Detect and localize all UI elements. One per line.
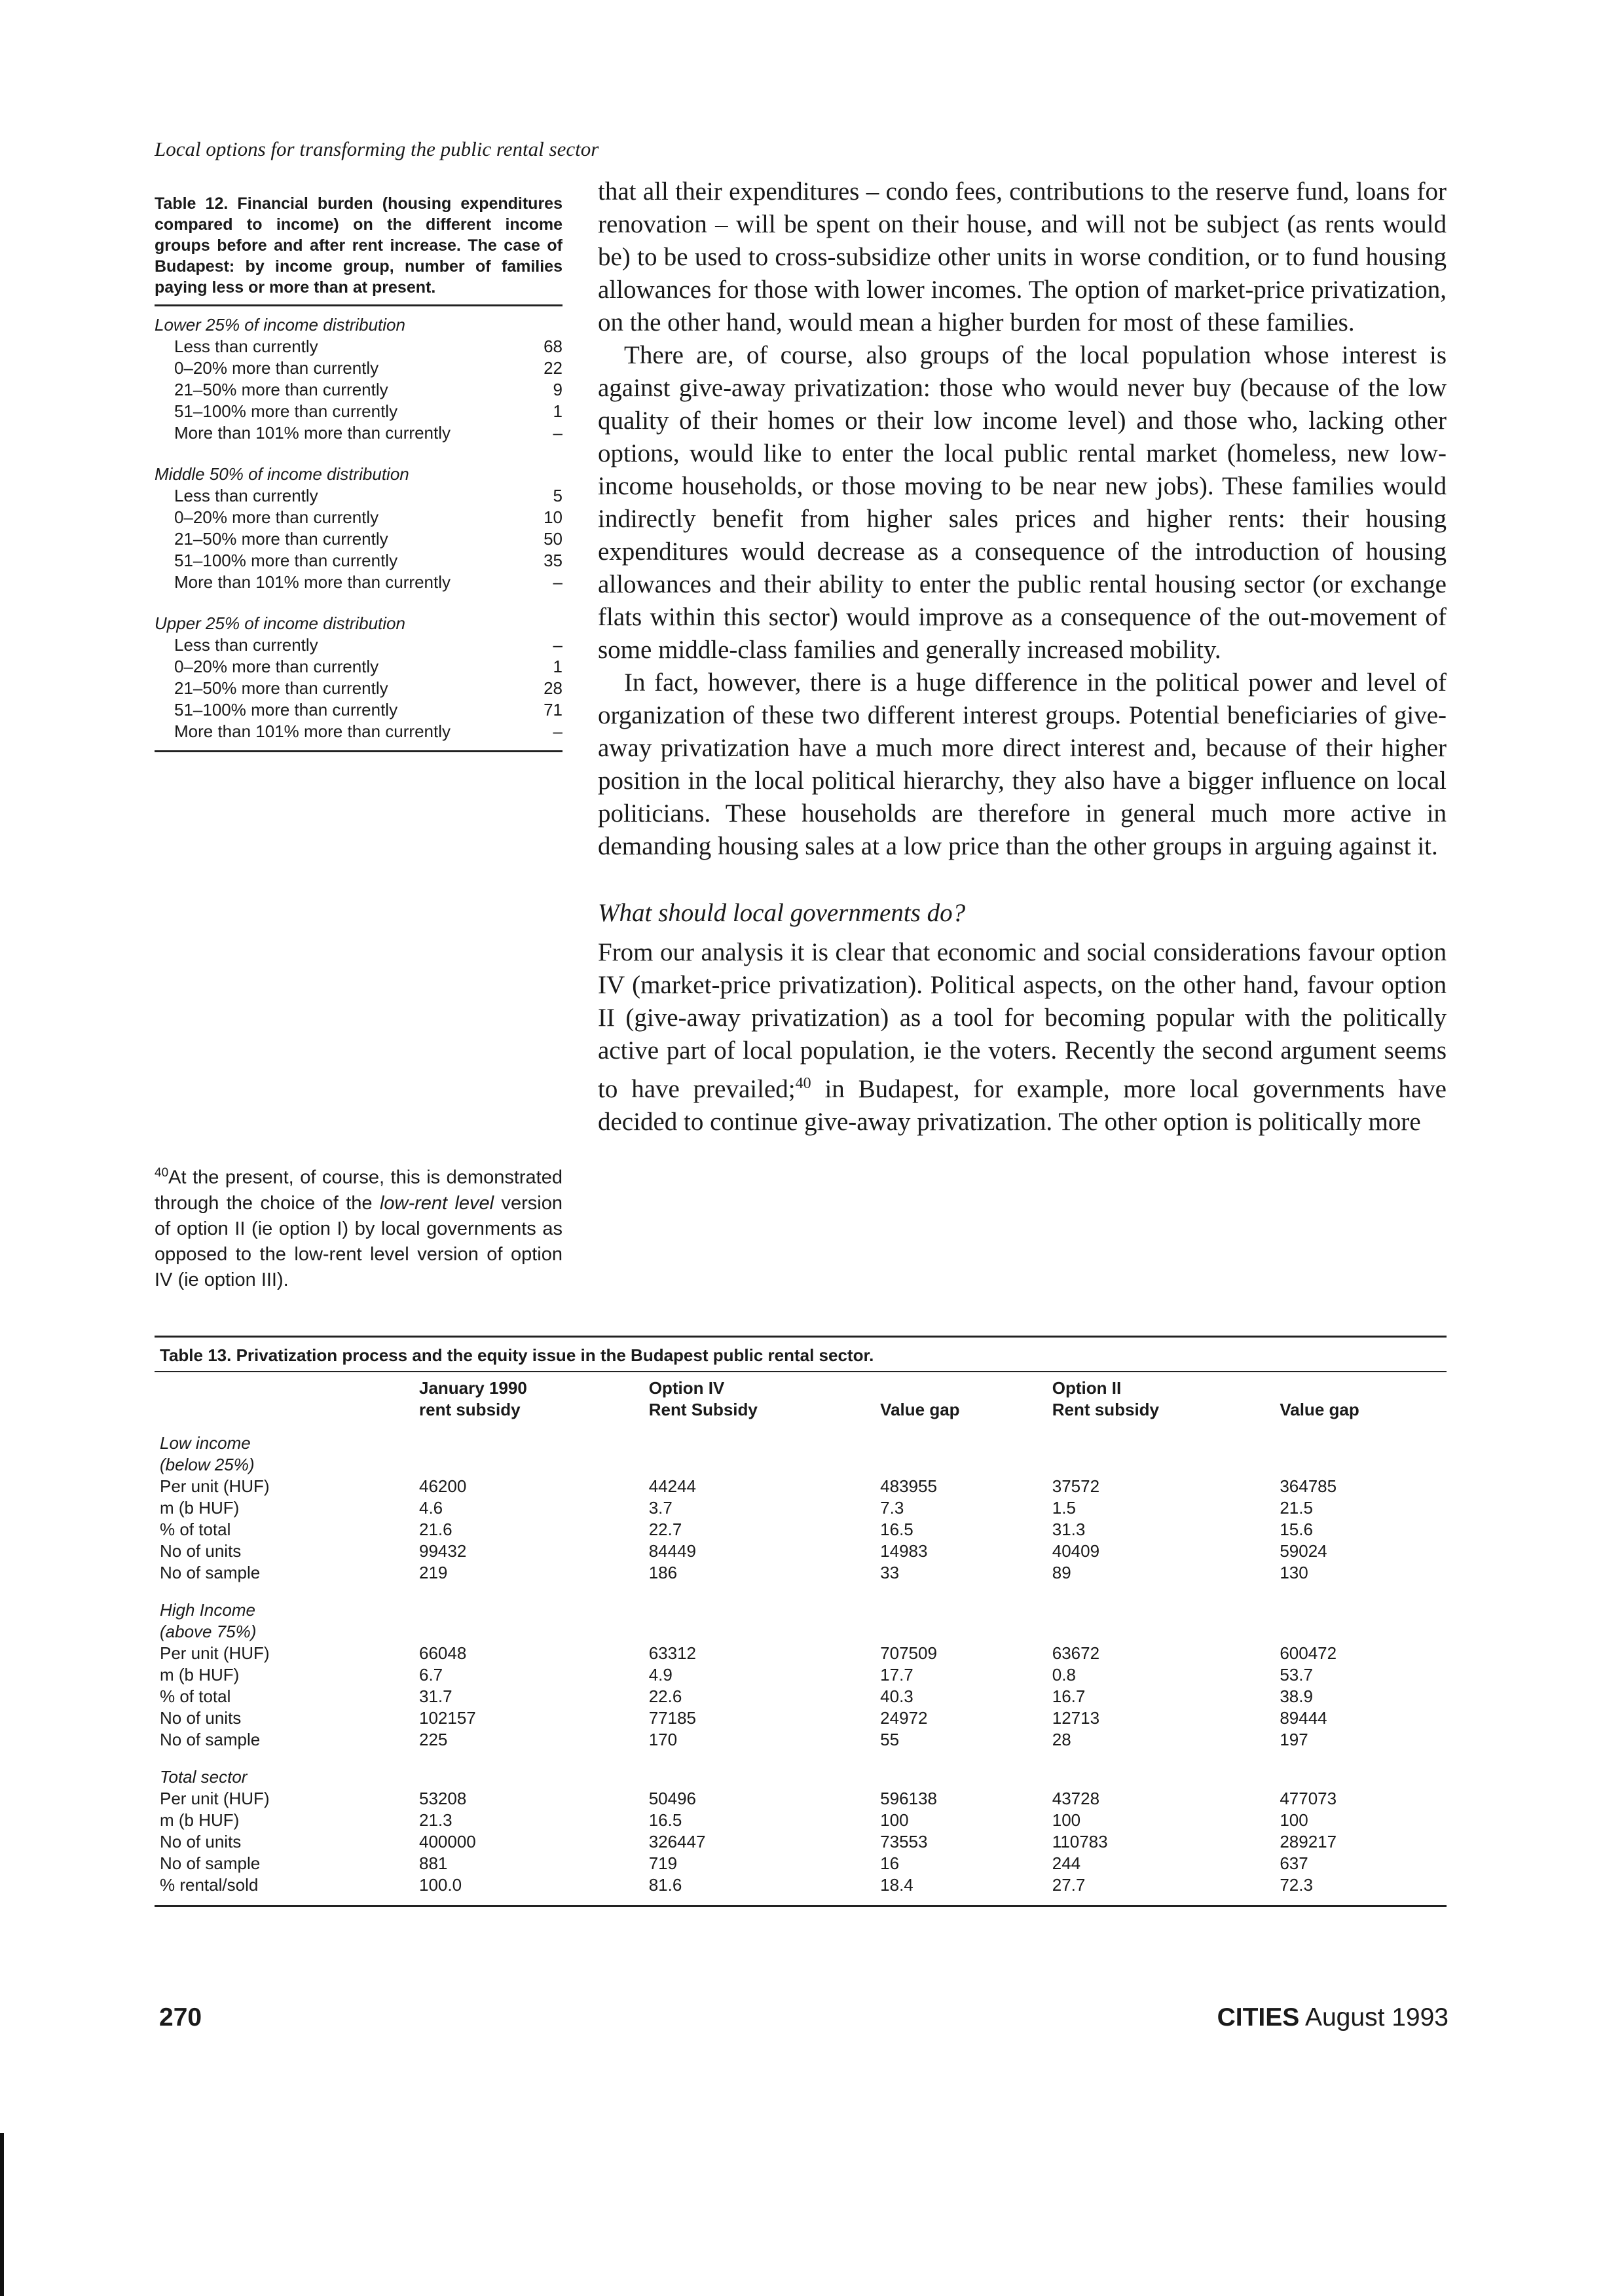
table-cell: 44244 <box>648 1476 697 1496</box>
row-value: 9 <box>553 380 563 399</box>
table-row <box>155 401 563 422</box>
table-13-caption: Table 13. Privatization process and the equity issue in the Budapest public rental sector. <box>155 1336 1447 1372</box>
header-line-1: Option II <box>1052 1378 1122 1398</box>
section-subtitle: (above 75%) <box>160 1622 257 1641</box>
table-row <box>155 1686 1447 1707</box>
table-cell: 130 <box>1280 1563 1308 1582</box>
footnote-40 <box>155 1160 563 1293</box>
table-cell: 400000 <box>419 1832 476 1851</box>
section-subheading: What should local governments do? <box>598 899 966 927</box>
paragraph-text: From our analysis it is clear that economic and social considerations favour option IV (market-price privatization). Political aspects, on the other hand, favour option II (give-away privatization) as a tool for becoming popular with the politically active part of local population, ie the voters. Recently the second argument seems to have prevailed; <box>598 938 1447 1103</box>
table-cell: 225 <box>419 1730 448 1749</box>
header-line-1: Option IV <box>648 1378 725 1398</box>
table-cell: 43728 <box>1052 1789 1100 1808</box>
table-row <box>155 1497 1447 1519</box>
table-cell: 244 <box>1052 1853 1081 1873</box>
row-label: 21–50% more than currently <box>174 380 388 399</box>
table-13-body <box>155 1427 1447 1906</box>
table-cell: 17.7 <box>880 1665 913 1685</box>
footnote-text-1: At the present, of course, this is demonstrated through the choice of the <box>155 1167 563 1214</box>
table-cell: 3.7 <box>648 1498 673 1518</box>
column-header <box>1274 1372 1447 1427</box>
row-value: 28 <box>544 678 563 698</box>
table-row <box>155 507 563 528</box>
table-cell: 72.3 <box>1280 1875 1313 1895</box>
footnote-text-2: version of option II (ie option I) by local governments as opposed to the low-rent level version of option IV (ie option III). <box>155 1192 563 1290</box>
table-cell: 170 <box>648 1730 678 1749</box>
table-row <box>155 1664 1447 1686</box>
row-value: – <box>553 721 563 741</box>
table-cell: 16 <box>880 1853 900 1873</box>
row-label: More than 101% more than currently <box>174 572 451 592</box>
row-value: 1 <box>553 657 563 676</box>
row-label: Less than currently <box>174 486 318 505</box>
column-header <box>875 1372 1047 1427</box>
section-title: Low income <box>160 1433 251 1453</box>
row-label: 0–20% more than currently <box>174 358 379 378</box>
table-cell: 12713 <box>1052 1708 1100 1728</box>
footnote-emphasis: low-rent level <box>379 1192 494 1214</box>
table-cell: 40409 <box>1052 1541 1100 1561</box>
table-cell: 33 <box>880 1563 900 1582</box>
column-header <box>1047 1372 1275 1427</box>
table-cell: 4.9 <box>648 1665 673 1685</box>
scan-edge-mark <box>0 2133 4 2296</box>
table-row <box>155 1853 1447 1874</box>
header-line-2: rent subsidy <box>419 1400 521 1419</box>
section-heading-row <box>155 1751 1447 1788</box>
table-cell: 707509 <box>880 1643 937 1663</box>
table-cell: 100 <box>880 1810 909 1830</box>
header-line-2: Rent Subsidy <box>648 1400 758 1419</box>
table-cell: 110783 <box>1052 1832 1108 1851</box>
table-cell: 186 <box>648 1563 678 1582</box>
row-label: % of total <box>160 1520 231 1539</box>
table-12-group-middle <box>155 464 563 593</box>
table-cell: 14983 <box>880 1541 928 1561</box>
column-header <box>644 1372 875 1427</box>
table-cell: 77185 <box>648 1708 697 1728</box>
table-row <box>155 379 563 401</box>
table-cell: 46200 <box>419 1476 467 1496</box>
journal-name: CITIES <box>1217 2003 1300 2032</box>
table-cell: 84449 <box>648 1541 697 1561</box>
row-label: No of units <box>160 1541 242 1561</box>
table-cell: 22.6 <box>648 1686 682 1706</box>
table-row <box>155 1476 1447 1497</box>
row-label: % of total <box>160 1686 231 1706</box>
table-cell: 6.7 <box>419 1665 443 1685</box>
header-line-2: Value gap <box>1280 1400 1359 1419</box>
table-row <box>155 1831 1447 1853</box>
row-label: m (b HUF) <box>160 1810 240 1830</box>
row-value: – <box>553 423 563 443</box>
footnote-number: 40 <box>155 1166 169 1180</box>
group-heading: Upper 25% of income distribution <box>155 613 405 633</box>
table-row <box>155 634 563 656</box>
table-cell: 22.7 <box>648 1520 682 1539</box>
table-cell: 53.7 <box>1280 1665 1313 1685</box>
table-header-row <box>155 1372 1447 1427</box>
table-cell: 55 <box>880 1730 900 1749</box>
row-label: 0–20% more than currently <box>174 507 379 527</box>
row-label: No of sample <box>160 1730 261 1749</box>
table-row <box>155 1707 1447 1729</box>
table-cell: 100 <box>1280 1810 1308 1830</box>
table-cell: 99432 <box>419 1541 467 1561</box>
table-cell: 18.4 <box>880 1875 913 1895</box>
table-cell: 89 <box>1052 1563 1071 1582</box>
paragraph-text: in Budapest, for example, more local governments have decided to continue give-away privatization. The other option is politically more <box>598 1075 1447 1136</box>
row-label: More than 101% more than currently <box>174 423 451 443</box>
table-cell: 31.7 <box>419 1686 452 1706</box>
section-title: High Income <box>160 1600 255 1620</box>
row-label: Less than currently <box>174 337 318 356</box>
table-cell: 364785 <box>1280 1476 1337 1496</box>
row-value: 50 <box>544 529 563 549</box>
paragraph: In fact, however, there is a huge difference in the political power and level of organization of these two different interest groups. Potential beneficiaries of give-away privatization have a much more direct interest and, because of their higher position in the local political hierarchy, they also have a bigger influence on local politicians. These households are therefore in general much more active in demanding housing sales at a low price than the other groups in arguing against it. <box>598 668 1447 860</box>
table-cell: 16.7 <box>1052 1686 1086 1706</box>
row-label: No of sample <box>160 1563 261 1582</box>
row-label: 0–20% more than currently <box>174 657 379 676</box>
row-value: – <box>553 572 563 592</box>
section-heading-row <box>155 1584 1447 1621</box>
table-cell: 4.6 <box>419 1498 443 1518</box>
table-row <box>155 1540 1447 1562</box>
body-text-column <box>598 175 1447 1139</box>
row-label: % rental/sold <box>160 1875 259 1895</box>
table-row <box>155 422 563 444</box>
table-row <box>155 550 563 572</box>
row-value: 22 <box>544 358 563 378</box>
table-row <box>155 699 563 721</box>
table-cell: 7.3 <box>880 1498 904 1518</box>
table-cell: 21.3 <box>419 1810 452 1830</box>
table-row <box>155 721 563 742</box>
table-row <box>155 1729 1447 1751</box>
row-value: 5 <box>553 486 563 505</box>
table-row <box>155 678 563 699</box>
table-12-group-lower <box>155 314 563 444</box>
table-12-caption: Table 12. Financial burden (housing expenditures compared to income) on the different income groups before and after rent increase. The case of Budapest: by income group, number of families paying less or more than at present. <box>155 193 563 306</box>
row-value: 35 <box>544 551 563 570</box>
table-row <box>155 1643 1447 1664</box>
table-row <box>155 485 563 507</box>
section-subtitle: (below 25%) <box>160 1455 255 1474</box>
table-cell: 477073 <box>1280 1789 1337 1808</box>
table-cell: 63312 <box>648 1643 697 1663</box>
row-label: 51–100% more than currently <box>174 700 398 720</box>
table-cell: 15.6 <box>1280 1520 1313 1539</box>
table-13 <box>155 1336 1447 1907</box>
table-cell: 0.8 <box>1052 1665 1076 1685</box>
table-cell: 73553 <box>880 1832 928 1851</box>
table-row <box>155 357 563 379</box>
row-value: 71 <box>544 700 563 720</box>
table-row <box>155 1810 1447 1831</box>
paragraph: There are, of course, also groups of the local population whose interest is against give-away privatization: those who would never buy (because of the low quality of their homes or their low income level) and those who, lacking other options, would like to enter the local public rental market (homeless, new low-income households, or those moving to be near new jobs). These families would indirectly benefit from higher sales prices and higher rents: their housing expenditures would decrease as a consequence of the introduction of housing allowances and their ability to enter the public rental housing sector (or exchange flats within this sector) would improve as a consequence of the out-movement of some middle-class families and generally increased mobility. <box>598 341 1447 664</box>
table-cell: 59024 <box>1280 1541 1327 1561</box>
table-cell: 28 <box>1052 1730 1071 1749</box>
table-cell: 24972 <box>880 1708 928 1728</box>
header-line-1: January 1990 <box>419 1378 527 1398</box>
row-value: 1 <box>553 401 563 421</box>
row-label: Per unit (HUF) <box>160 1476 270 1496</box>
table-cell: 53208 <box>419 1789 467 1808</box>
row-label: m (b HUF) <box>160 1498 240 1518</box>
table-cell: 37572 <box>1052 1476 1100 1496</box>
table-cell: 66048 <box>419 1643 467 1663</box>
row-label: Per unit (HUF) <box>160 1789 270 1808</box>
table-13-grid <box>155 1372 1447 1907</box>
section-title: Total sector <box>160 1767 248 1787</box>
row-label: 51–100% more than currently <box>174 401 398 421</box>
table-row <box>155 656 563 678</box>
group-heading: Middle 50% of income distribution <box>155 464 409 484</box>
table-cell: 40.3 <box>880 1686 913 1706</box>
row-label: 21–50% more than currently <box>174 529 388 549</box>
table-12-body <box>155 306 563 752</box>
table-cell: 219 <box>419 1563 448 1582</box>
table-12-group-upper <box>155 613 563 742</box>
row-value: 10 <box>544 507 563 527</box>
header-line-2: Rent subsidy <box>1052 1400 1160 1419</box>
table-cell: 326447 <box>648 1832 706 1851</box>
table-row <box>155 572 563 593</box>
row-value: – <box>553 635 563 655</box>
table-cell: 197 <box>1280 1730 1308 1749</box>
header-empty <box>155 1372 414 1427</box>
table-cell: 719 <box>648 1853 678 1873</box>
paragraph <box>598 936 1447 1139</box>
table-row <box>155 1519 1447 1540</box>
table-row <box>155 1788 1447 1810</box>
journal-issue: August 1993 <box>1299 2003 1449 2032</box>
table-cell: 27.7 <box>1052 1875 1086 1895</box>
paragraph: that all their expenditures – condo fees, contributions to the reserve fund, loans for renovation – will be spent on their house, and will not be subject (as rents would be) to be used to cross-subsidize other units in worse condition, or to fund housing allowances for those with lower incomes. The option of market-price privatization, on the other hand, would mean a higher burden for most of these families. <box>598 177 1447 337</box>
table-cell: 637 <box>1280 1853 1308 1873</box>
table-cell: 16.5 <box>880 1520 913 1539</box>
table-row <box>155 1562 1447 1584</box>
column-header <box>414 1372 644 1427</box>
table-row <box>155 528 563 550</box>
row-label: Per unit (HUF) <box>160 1643 270 1663</box>
header-line-2: Value gap <box>880 1400 960 1419</box>
row-value: 68 <box>544 337 563 356</box>
row-label: No of units <box>160 1832 242 1851</box>
table-cell: 50496 <box>648 1789 697 1808</box>
table-cell: 38.9 <box>1280 1686 1313 1706</box>
section-subtitle-row <box>155 1621 1447 1643</box>
footnote-reference: 40 <box>795 1075 811 1092</box>
table-cell: 21.5 <box>1280 1498 1313 1518</box>
table-row <box>155 1874 1447 1906</box>
group-heading: Lower 25% of income distribution <box>155 315 405 335</box>
table-cell: 89444 <box>1280 1708 1327 1728</box>
table-cell: 881 <box>419 1853 448 1873</box>
section-subtitle-row <box>155 1454 1447 1476</box>
table-cell: 81.6 <box>648 1875 682 1895</box>
table-row <box>155 336 563 357</box>
table-cell: 600472 <box>1280 1643 1337 1663</box>
row-label: No of units <box>160 1708 242 1728</box>
table-cell: 289217 <box>1280 1832 1337 1851</box>
table-cell: 16.5 <box>648 1810 682 1830</box>
row-label: Less than currently <box>174 635 318 655</box>
section-heading-row <box>155 1427 1447 1454</box>
table-cell: 483955 <box>880 1476 937 1496</box>
running-head: Local options for transforming the public rental sector <box>155 137 599 160</box>
table-cell: 100 <box>1052 1810 1081 1830</box>
table-12 <box>155 193 563 752</box>
row-label: No of sample <box>160 1853 261 1873</box>
page-number: 270 <box>159 2003 202 2032</box>
table-cell: 63672 <box>1052 1643 1100 1663</box>
table-cell: 31.3 <box>1052 1520 1086 1539</box>
row-label: 21–50% more than currently <box>174 678 388 698</box>
table-cell: 102157 <box>419 1708 476 1728</box>
table-cell: 1.5 <box>1052 1498 1076 1518</box>
row-label: More than 101% more than currently <box>174 721 451 741</box>
table-cell: 596138 <box>880 1789 937 1808</box>
table-cell: 100.0 <box>419 1875 462 1895</box>
table-cell: 21.6 <box>419 1520 452 1539</box>
journal-footer <box>1217 2003 1449 2032</box>
row-label: m (b HUF) <box>160 1665 240 1685</box>
row-label: 51–100% more than currently <box>174 551 398 570</box>
